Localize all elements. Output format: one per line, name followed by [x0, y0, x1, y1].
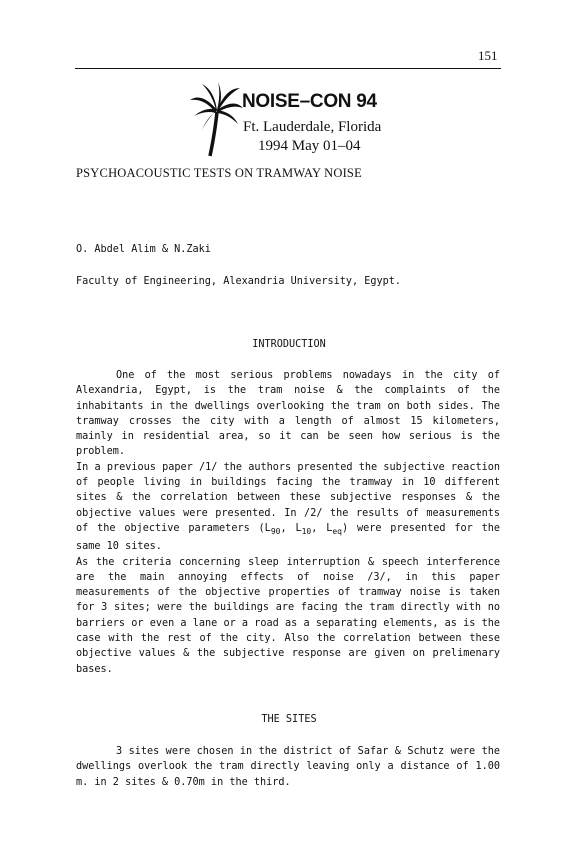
intro-paragraph-1: One of the most serious problems nowadays in the city of Alexandria, Egypt, is the tram noise & the complaints of the inhabitants in the dwellings overlooking the tram on both sides. The tramway crosses the city with a length of almost 15 kilometers, mainly in residential area, so it can be seen how serious is the problem. — [76, 370, 500, 458]
intro-p2-text-b: , L — [280, 522, 302, 534]
introduction-body — [76, 368, 500, 677]
affiliation: Faculty of Engineering, Alexandria University, Egypt. — [76, 276, 402, 287]
section-heading-introduction: INTRODUCTION — [252, 339, 326, 350]
intro-paragraph-3: As the criteria concerning sleep interruption & speech interference are the main annoying effects of noise /3/, in this paper measurements of the objective properties of tramway noise is taken for 3 sites; were the buildings are facing the tram directly with no barriers or even a lane or a road as a separating elements, as is the case with the rest of the city. Also the correlation between these objective values & the subjective response are given on prelimenary bases. — [76, 556, 500, 675]
sites-paragraph-1: 3 sites were chosen in the district of Safar & Schutz were the dwellings overlook the tram directly leaving only a distance of 1.00 m. in 2 sites & 0.70m in the third. — [76, 746, 500, 788]
subscript-leq: eq — [332, 526, 342, 536]
header-rule — [75, 68, 501, 69]
subscript-l90: 90 — [270, 526, 281, 536]
subscript-l10: 10 — [301, 526, 312, 536]
intro-p2-text-a: In a previous paper /1/ the authors presented the subjective reaction of people living in buildings facing the tramway in 10 different sites & the correlation between these subjective responses & the objective values were presented. In /2/ the results of measurements of the objective parameters (L — [76, 461, 500, 534]
conference-place: Ft. Lauderdale, Florida — [243, 119, 382, 135]
section-heading-sites: THE SITES — [261, 714, 317, 725]
paper-title: PSYCHOACOUSTIC TESTS ON TRAMWAY NOISE — [76, 166, 362, 180]
conference-date: 1994 May 01–04 — [258, 138, 361, 154]
palm-tree-icon — [188, 82, 244, 158]
intro-p2-text-c: , L — [311, 522, 333, 534]
sites-body — [76, 744, 500, 790]
page-number: 151 — [478, 48, 498, 63]
authors: O. Abdel Alim & N.Zaki — [76, 244, 211, 255]
conference-title: NOISE–CON 94 — [242, 91, 377, 112]
intro-p2-text-d: ) were presented for the same 10 sites. — [76, 522, 500, 553]
intro-paragraph-2 — [76, 460, 500, 555]
